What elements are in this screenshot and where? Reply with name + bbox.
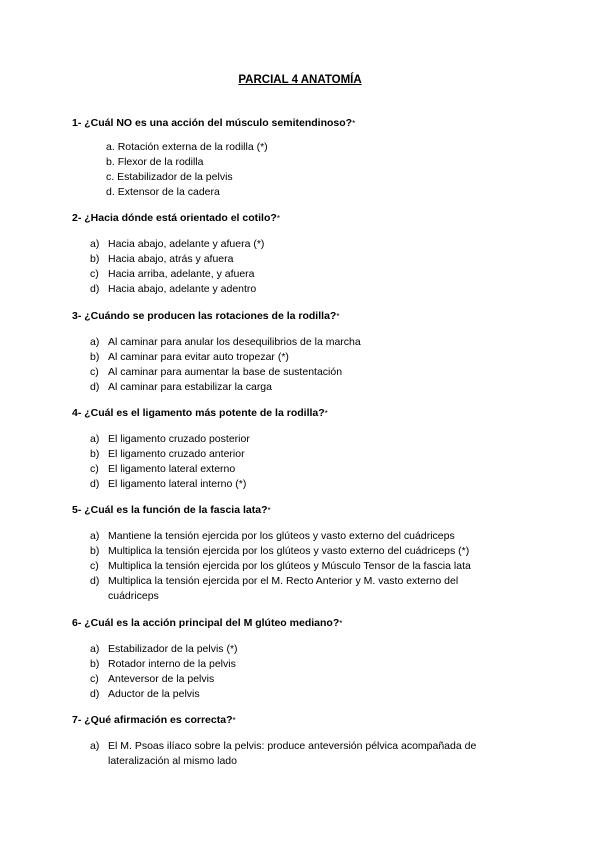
option-c: c) Al caminar para aumentar la base de sustentación [90,366,343,378]
option-d: d) Al caminar para estabilizar la carga [90,381,272,393]
option-d: d) Aductor de la pelvis [90,688,200,700]
option-a: a) Mantiene la tensión ejercida por los glúteos y vasto externo del cuádriceps [90,530,455,542]
question-text: ¿Cuál es la acción principal del M glúteo mediano? [84,617,340,629]
question-3 [72,310,542,323]
option-a: a) El ligamento cruzado posterior [90,433,250,445]
required-star: * [276,214,280,223]
options-7 [90,739,510,769]
options-6 [90,642,510,702]
option-d: d) El ligamento lateral interno (*) [90,478,247,490]
option-c: c) Anteversor de la pelvis [90,673,215,685]
question-number: 6- [72,617,82,629]
required-star: * [352,119,356,128]
required-star: * [324,409,328,418]
option-b: b. Flexor de la rodilla [106,156,204,168]
required-star: * [267,506,271,515]
option-a: a) Estabilizador de la pelvis (*) [90,643,238,655]
options-3 [90,335,510,395]
question-text: ¿Hacia dónde está orientado el cotilo? [84,212,277,224]
required-star: * [339,619,343,628]
question-1 [72,117,542,130]
question-number: 1- [72,117,82,129]
option-c: c) Multiplica la tensión ejercida por los glúteos y Músculo Tensor de la fascia lata [90,560,471,572]
question-text: ¿Cuál NO es una acción del músculo semitendinoso? [84,117,353,129]
option-a: a) Hacia abajo, adelante y afuera (*) [90,238,265,250]
option-b: b) Al caminar para evitar auto tropezar (*) [90,351,289,363]
question-text: ¿Cuándo se producen las rotaciones de la rodilla? [84,310,337,322]
question-text: ¿Cuál es el ligamento más potente de la rodilla? [84,407,325,419]
question-number: 4- [72,407,82,419]
option-d: d) Hacia abajo, adelante y adentro [90,283,257,295]
question-number: 2- [72,212,82,224]
required-star: * [336,312,340,321]
question-text: ¿Cuál es la función de la fascia lata? [84,504,268,516]
question-4 [72,407,542,420]
required-star: * [232,716,236,725]
options-5 [90,529,510,604]
option-c: c. Estabilizador de la pelvis [106,171,233,183]
option-a: a. Rotación externa de la rodilla (*) [106,141,268,153]
question-text: ¿Qué afirmación es correcta? [84,714,233,726]
question-number: 5- [72,504,82,516]
options-1 [106,140,506,200]
option-b: b) Multiplica la tensión ejercida por los glúteos y vasto externo del cuádriceps (*) [90,545,470,557]
option-b: b) Rotador interno de la pelvis [90,658,236,670]
option-b: b) Hacia abajo, atrás y afuera [90,253,234,265]
options-4 [90,432,510,492]
question-number: 7- [72,714,82,726]
option-a: a) El M. Psoas ilíaco sobre la pelvis: produce anteversión pélvica acompañada de lateralización al mismo lado [90,740,477,767]
option-a: a) Al caminar para anular los desequilibrios de la marcha [90,336,361,348]
option-c: c) Hacia arriba, adelante, y afuera [90,268,255,280]
question-5 [72,504,542,517]
option-c: c) El ligamento lateral externo [90,463,236,475]
option-b: b) El ligamento cruzado anterior [90,448,245,460]
question-6 [72,617,542,630]
question-7 [72,714,542,727]
option-d: d) Multiplica la tensión ejercida por el M. Recto Anterior y M. vasto externo del cuádriceps [90,575,459,602]
page-title: PARCIAL 4 ANATOMÍA [238,74,362,86]
question-2 [72,212,542,225]
question-number: 3- [72,310,82,322]
option-d: d. Extensor de la cadera [106,186,220,198]
options-2 [90,237,510,297]
